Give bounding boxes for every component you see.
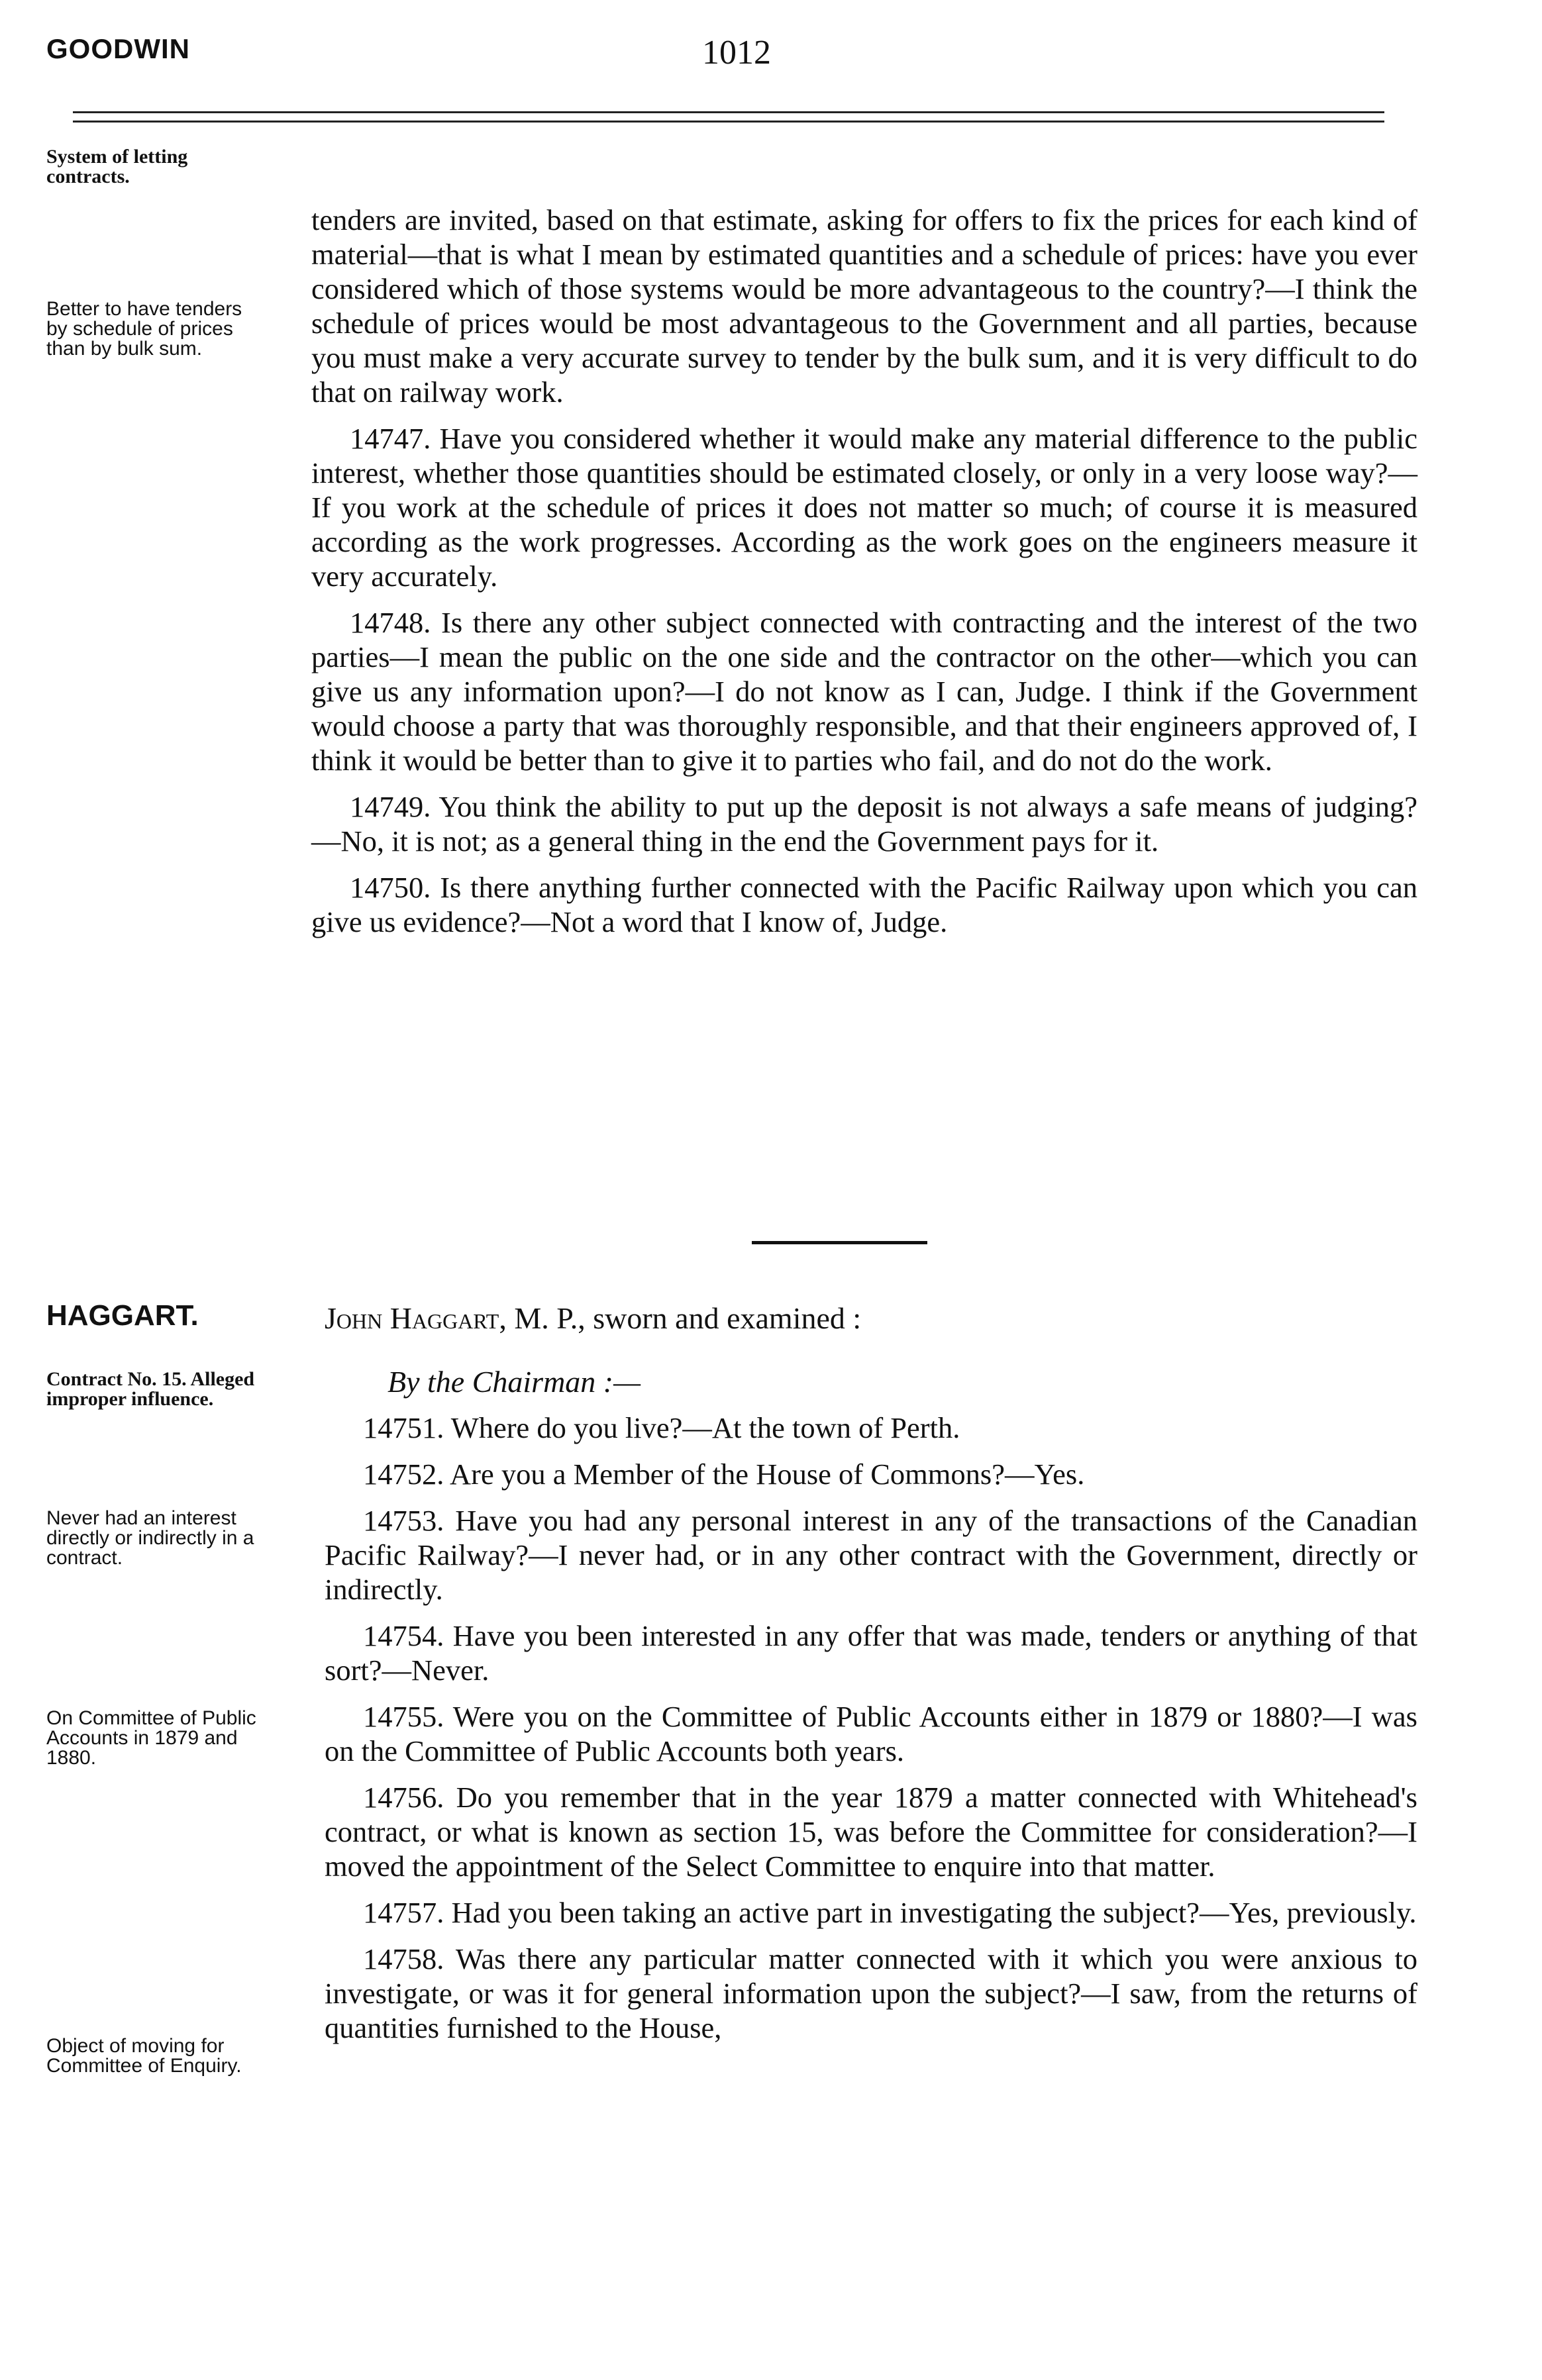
paragraph-14753: 14753. Have you had any personal interest in any of the transactions of the Canadian Pacific Railway?—I never had, or in any other contract with the Government, directly or indirectly. — [325, 1504, 1417, 1606]
paragraph-14752: 14752. Are you a Member of the House of Commons?—Yes. — [363, 1458, 1085, 1491]
paragraph-continuation: tenders are invited, based on that estimate, asking for offers to fix the prices for each kind of material—that is what I mean by estimated quantities and a schedule of prices: have you ever considered which of those systems would be more advantageous to the country?—I think the schedule of prices would be most advantageous to the Government and all parties, because you must make a very accurate survey to tender by the bulk sum, and it is very difficult to do that on railway work. — [311, 203, 1417, 409]
margin-note-committee: On Committee of Public Accounts in 1879 and 1880. — [46, 1707, 256, 1769]
margin-heading-haggart: HAGGART. — [46, 1299, 199, 1332]
paragraph-14757: 14757. Had you been taking an active part in investigating the subject?—Yes, previously. — [363, 1896, 1417, 1929]
paragraph-14754: 14754. Have you been interested in any offer that was made, tenders or anything of that sort?—Never. — [325, 1619, 1417, 1687]
margin-note-object: Object of moving for Committee of Enquiry. — [46, 2035, 242, 2077]
paragraph-14747: 14747. Have you considered whether it would make any material difference to the public interest, whether those quantities should be estimated closely, or only in a very loose way?—If you work at the schedule of prices it does not matter so much; of course it is measured according as the work progresses. According as the work goes on the engineers measure it very accurately. — [311, 422, 1417, 593]
paragraph-14748: 14748. Is there any other subject connected with contracting and the interest of the two parties—I mean the public on the one side and the contractor on the other—which you can give us any information upon?—I do not know as I can, Judge. I think if the Government would choose a party that was thoroughly responsible, and that their engineers approved of, I think it would be better than to give it to parties who fail, and do not do the work. — [311, 606, 1417, 777]
chairman-heading: By the Chairman :— — [387, 1365, 641, 1399]
paragraph-14749: 14749. You think the ability to put up the deposit is not always a safe means of judging?—No, it is not; as a general thing in the end the Government pays for it. — [311, 790, 1417, 858]
header-rule-bottom — [73, 121, 1384, 123]
header-rule-top — [73, 111, 1384, 113]
paragraph-14758: 14758. Was there any particular matter connected with it which you were anxious to investigate, or was it for general information upon the subject?—I saw, from the returns of quantities furnished to the House, — [325, 1942, 1417, 2044]
page-number: 1012 — [702, 34, 771, 72]
margin-note-system: System of letting contracts. — [46, 146, 188, 187]
body-text-bottom — [325, 1411, 1417, 2045]
paragraph-14751: 14751. Where do you live?—At the town of Perth. — [363, 1411, 960, 1444]
margin-note-never: Never had an interest directly or indirectly in a contract. — [46, 1507, 254, 1569]
body-text-top — [311, 203, 1417, 939]
section-separator — [752, 1241, 927, 1244]
paragraph-14756: 14756. Do you remember that in the year 1879 a matter connected with Whitehead's contract, or what is known as section 15, was before the Committee for consideration?—I moved the appointment of the Select Committee to enquire into that matter. — [325, 1781, 1417, 1883]
paragraph-14750: 14750. Is there anything further connected with the Pacific Railway upon which you can give us evidence?—Not a word that I know of, Judge. — [311, 871, 1417, 938]
paragraph-14755: 14755. Were you on the Committee of Public Accounts either in 1879 or 1880?—I was on the Committee of Public Accounts both years. — [325, 1700, 1417, 1767]
margin-note-contract: Contract No. 15. Alleged improper influence. — [46, 1368, 255, 1410]
margin-note-better: Better to have tenders by schedule of prices than by bulk sum. — [46, 298, 242, 360]
witness-name: John Haggart — [325, 1301, 499, 1335]
witness-line — [325, 1301, 861, 1336]
running-head: GOODWIN — [46, 33, 190, 64]
witness-sworn: , M. P., sworn and examined : — [499, 1301, 862, 1335]
